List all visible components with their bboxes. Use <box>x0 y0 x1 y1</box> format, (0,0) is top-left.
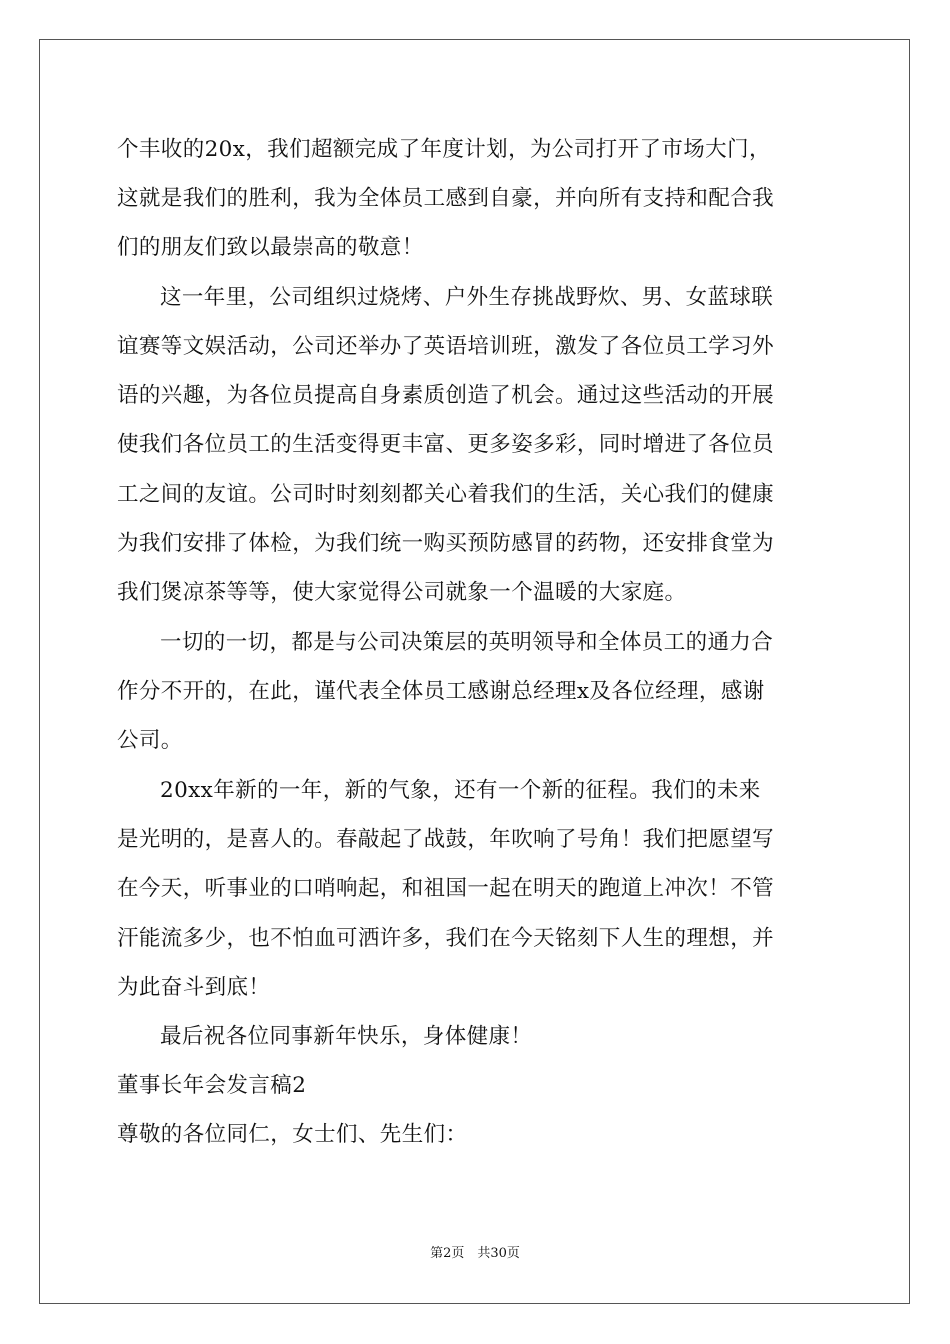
body-text-line: 为我们安排了体检，为我们统一购买预防感冒的药物，还安排食堂为 <box>117 531 775 556</box>
body-text-line: 这就是我们的胜利，我为全体员工感到自豪，并向所有支持和配合我 <box>117 186 775 211</box>
paragraph-start-line: 一切的一切，都是与公司决策层的英明领导和全体员工的通力合 <box>160 630 774 655</box>
body-text-line: 我们煲凉茶等等，使大家觉得公司就象一个温暖的大家庭。 <box>117 580 687 605</box>
body-text-line: 公司。 <box>117 728 183 753</box>
body-text-line: 汗能流多少，也不怕血可洒许多，我们在今天铭刻下人生的理想，并 <box>117 926 775 951</box>
paragraph-start-line: 20xx年新的一年，新的气象，还有一个新的征程。我们的未来 <box>160 778 761 803</box>
paragraph-start-line: 最后祝各位同事新年快乐，身体健康！ <box>160 1024 533 1049</box>
salutation-line: 尊敬的各位同仁，女士们、先生们： <box>117 1122 468 1147</box>
page-number-footer: 第2页 共30页 <box>430 1246 520 1261</box>
page-border <box>39 39 910 1304</box>
body-text-line: 作分不开的，在此，谨代表全体员工感谢总经理x及各位经理，感谢 <box>117 679 765 704</box>
paragraph-start-line: 这一年里，公司组织过烧烤、户外生存挑战野炊、男、女蓝球联 <box>160 285 774 310</box>
body-text-line: 个丰收的20x，我们超额完成了年度计划，为公司打开了市场大门， <box>117 137 771 162</box>
section-heading: 董事长年会发言稿2 <box>117 1073 307 1098</box>
body-text-line: 们的朋友们致以最崇高的敬意！ <box>117 235 424 260</box>
body-text-line: 谊赛等文娱活动，公司还举办了英语培训班，激发了各位员工学习外 <box>117 334 775 359</box>
body-text-line: 使我们各位员工的生活变得更丰富、更多姿多彩，同时增进了各位员 <box>117 432 775 457</box>
body-text-line: 工之间的友谊。公司时时刻刻都关心着我们的生活，关心我们的健康 <box>117 482 775 507</box>
body-text-line: 语的兴趣，为各位员提高自身素质创造了机会。通过这些活动的开展 <box>117 383 775 408</box>
body-text-line: 是光明的，是喜人的。春敲起了战鼓，年吹响了号角！我们把愿望写 <box>117 827 775 852</box>
body-text-line: 为此奋斗到底！ <box>117 975 271 1000</box>
body-text-line: 在今天，听事业的口哨响起，和祖国一起在明天的跑道上冲次！不管 <box>117 876 775 901</box>
